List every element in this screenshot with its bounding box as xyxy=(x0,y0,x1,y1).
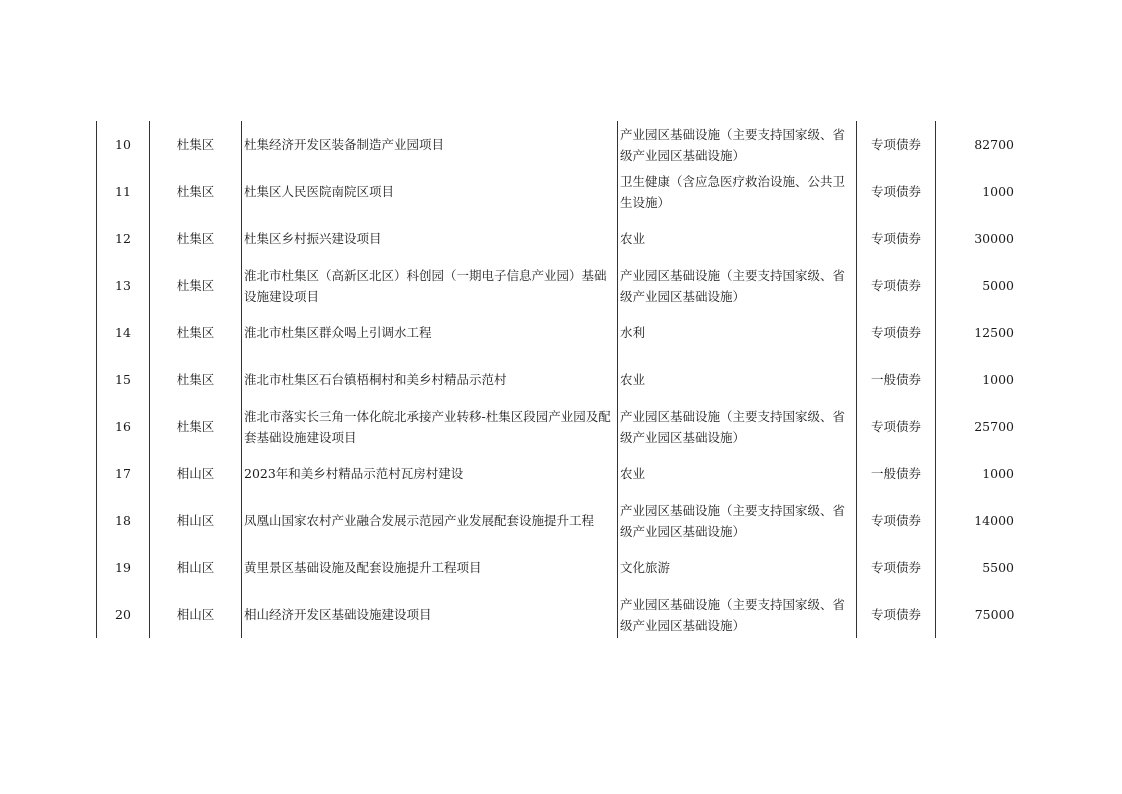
table-row xyxy=(97,450,1017,497)
row-number xyxy=(97,497,150,544)
project-type-cell-text: 农业 xyxy=(620,372,646,387)
table-row xyxy=(97,403,1017,450)
district-cell xyxy=(150,262,242,309)
district-cell-text: 相山区 xyxy=(176,466,215,481)
district-cell xyxy=(150,168,242,215)
project-name-cell-text: 2023年和美乡村精品示范村瓦房村建设 xyxy=(244,466,464,481)
table-row xyxy=(97,168,1017,215)
row-number-text: 19 xyxy=(115,560,131,575)
bond-type-cell-text: 专项债券 xyxy=(870,184,921,199)
district-cell-text: 杜集区 xyxy=(176,372,215,387)
table-row xyxy=(97,497,1017,544)
project-type-cell xyxy=(618,356,857,403)
project-type-cell xyxy=(618,591,857,638)
project-name-cell xyxy=(242,356,618,403)
district-cell xyxy=(150,121,242,168)
district-cell-text: 相山区 xyxy=(176,607,215,622)
district-cell xyxy=(150,309,242,356)
project-name-cell xyxy=(242,168,618,215)
bond-type-cell-text: 专项债券 xyxy=(870,560,921,575)
district-cell xyxy=(150,403,242,450)
bond-type-cell xyxy=(857,497,936,544)
project-name-cell-text: 杜集经济开发区装备制造产业园项目 xyxy=(244,137,445,152)
amount-cell-text: 14000 xyxy=(974,513,1014,528)
amount-cell-text: 75000 xyxy=(974,607,1015,622)
table-body xyxy=(97,121,1017,638)
amount-cell xyxy=(936,215,1017,262)
amount-cell-text: 12500 xyxy=(974,325,1014,340)
table-row xyxy=(97,309,1017,356)
project-type-cell xyxy=(618,309,857,356)
amount-cell xyxy=(936,403,1017,450)
table-row xyxy=(97,356,1017,403)
project-type-cell xyxy=(618,450,857,497)
bond-type-cell-text: 专项债券 xyxy=(870,278,921,293)
project-name-cell xyxy=(242,121,618,168)
district-cell-text: 杜集区 xyxy=(176,325,215,340)
bond-type-cell-text: 专项债券 xyxy=(870,419,921,434)
row-number-text: 10 xyxy=(115,137,131,152)
project-name-cell-text: 淮北市杜集区群众喝上引调水工程 xyxy=(244,325,432,340)
table-row xyxy=(97,544,1017,591)
amount-cell-text: 82700 xyxy=(974,137,1014,152)
amount-cell-text: 1000 xyxy=(982,466,1014,481)
project-name-cell xyxy=(242,497,618,544)
district-cell xyxy=(150,356,242,403)
amount-cell-text: 5000 xyxy=(982,278,1014,293)
bond-type-cell-text: 专项债券 xyxy=(870,513,921,528)
project-type-cell xyxy=(618,544,857,591)
district-cell-text: 杜集区 xyxy=(176,184,215,199)
amount-cell-text: 30000 xyxy=(974,231,1014,246)
project-name-cell xyxy=(242,544,618,591)
table-row xyxy=(97,121,1017,168)
project-name-cell xyxy=(242,403,618,450)
district-cell xyxy=(150,497,242,544)
district-cell-text: 杜集区 xyxy=(176,231,215,246)
row-number-text: 18 xyxy=(115,513,131,528)
project-type-cell xyxy=(618,121,857,168)
bond-type-cell-text: 专项债券 xyxy=(870,607,921,622)
project-type-cell-text: 产业园区基础设施（主要支持国家级、省级产业园区基础设施） xyxy=(620,126,846,163)
amount-cell xyxy=(936,356,1017,403)
project-name-cell-text: 凤凰山国家农村产业融合发展示范园产业发展配套设施提升工程 xyxy=(244,513,595,528)
row-number-text: 20 xyxy=(115,607,131,622)
district-cell-text: 相山区 xyxy=(176,513,215,528)
bond-type-cell xyxy=(857,591,936,638)
project-type-cell xyxy=(618,262,857,309)
bond-project-table xyxy=(96,121,1017,638)
row-number xyxy=(97,121,150,168)
district-cell xyxy=(150,450,242,497)
bond-type-cell-text: 专项债券 xyxy=(870,137,921,152)
row-number-text: 17 xyxy=(115,466,131,481)
row-number xyxy=(97,309,150,356)
district-cell-text: 相山区 xyxy=(176,560,215,575)
table-row xyxy=(97,215,1017,262)
row-number-text: 12 xyxy=(115,231,131,246)
bond-type-cell xyxy=(857,215,936,262)
table-row xyxy=(97,262,1017,309)
district-cell-text: 杜集区 xyxy=(176,137,215,152)
project-type-cell xyxy=(618,215,857,262)
row-number xyxy=(97,591,150,638)
bond-type-cell xyxy=(857,403,936,450)
bond-type-cell-text: 专项债券 xyxy=(870,231,921,246)
row-number xyxy=(97,168,150,215)
row-number-text: 14 xyxy=(115,325,131,340)
row-number-text: 15 xyxy=(115,372,131,387)
row-number xyxy=(97,450,150,497)
bond-type-cell xyxy=(857,262,936,309)
row-number xyxy=(97,262,150,309)
district-cell-text: 杜集区 xyxy=(176,419,215,434)
project-type-cell-text: 产业园区基础设施（主要支持国家级、省级产业园区基础设施） xyxy=(620,267,846,304)
bond-type-cell xyxy=(857,309,936,356)
project-type-cell-text: 水利 xyxy=(620,325,646,340)
project-name-cell-text: 杜集区乡村振兴建设项目 xyxy=(244,231,382,246)
project-name-cell-text: 淮北市杜集区石台镇梧桐村和美乡村精品示范村 xyxy=(244,372,507,387)
table-row xyxy=(97,591,1017,638)
project-name-cell-text: 淮北市杜集区（高新区北区）科创园（一期电子信息产业园）基础设施建设项目 xyxy=(244,267,607,304)
amount-cell xyxy=(936,121,1017,168)
project-type-cell-text: 产业园区基础设施（主要支持国家级、省级产业园区基础设施） xyxy=(620,596,846,633)
row-number-text: 16 xyxy=(115,419,131,434)
project-name-cell-text: 淮北市落实长三角一体化皖北承接产业转移-杜集区段园产业园及配套基础设施建设项目 xyxy=(244,408,611,445)
district-cell xyxy=(150,544,242,591)
row-number xyxy=(97,215,150,262)
amount-cell xyxy=(936,262,1017,309)
project-type-cell-text: 产业园区基础设施（主要支持国家级、省级产业园区基础设施） xyxy=(620,502,846,539)
bond-type-cell xyxy=(857,168,936,215)
district-cell xyxy=(150,591,242,638)
bond-type-cell xyxy=(857,544,936,591)
project-name-cell-text: 黄里景区基础设施及配套设施提升工程项目 xyxy=(244,560,482,575)
project-name-cell xyxy=(242,591,618,638)
bond-type-cell xyxy=(857,356,936,403)
project-type-cell xyxy=(618,403,857,450)
row-number xyxy=(97,356,150,403)
project-name-cell-text: 杜集区人民医院南院区项目 xyxy=(244,184,395,199)
project-name-cell-text: 相山经济开发区基础设施建设项目 xyxy=(244,607,432,622)
amount-cell-text: 1000 xyxy=(982,184,1014,199)
amount-cell-text: 5500 xyxy=(982,560,1014,575)
project-type-cell-text: 卫生健康（含应急医疗救治设施、公共卫生设施） xyxy=(620,173,846,210)
amount-cell xyxy=(936,497,1017,544)
project-name-cell xyxy=(242,215,618,262)
bond-type-cell-text: 一般债券 xyxy=(870,466,921,481)
bond-type-cell xyxy=(857,450,936,497)
amount-cell xyxy=(936,591,1017,638)
amount-cell-text: 25700 xyxy=(974,419,1014,434)
project-type-cell xyxy=(618,497,857,544)
project-type-cell-text: 产业园区基础设施（主要支持国家级、省级产业园区基础设施） xyxy=(620,408,846,445)
district-cell-text: 杜集区 xyxy=(176,278,215,293)
row-number xyxy=(97,403,150,450)
amount-cell-text: 1000 xyxy=(982,372,1014,387)
row-number xyxy=(97,544,150,591)
project-type-cell xyxy=(618,168,857,215)
project-type-cell-text: 农业 xyxy=(620,231,646,246)
bond-type-cell xyxy=(857,121,936,168)
project-type-cell-text: 文化旅游 xyxy=(620,560,671,575)
row-number-text: 13 xyxy=(115,278,131,293)
amount-cell xyxy=(936,544,1017,591)
amount-cell xyxy=(936,450,1017,497)
amount-cell xyxy=(936,168,1017,215)
project-name-cell xyxy=(242,309,618,356)
project-name-cell xyxy=(242,450,618,497)
project-name-cell xyxy=(242,262,618,309)
district-cell xyxy=(150,215,242,262)
bond-type-cell-text: 专项债券 xyxy=(870,325,921,340)
project-type-cell-text: 农业 xyxy=(620,466,646,481)
amount-cell xyxy=(936,309,1017,356)
row-number-text: 11 xyxy=(115,184,131,199)
bond-type-cell-text: 一般债券 xyxy=(870,372,921,387)
